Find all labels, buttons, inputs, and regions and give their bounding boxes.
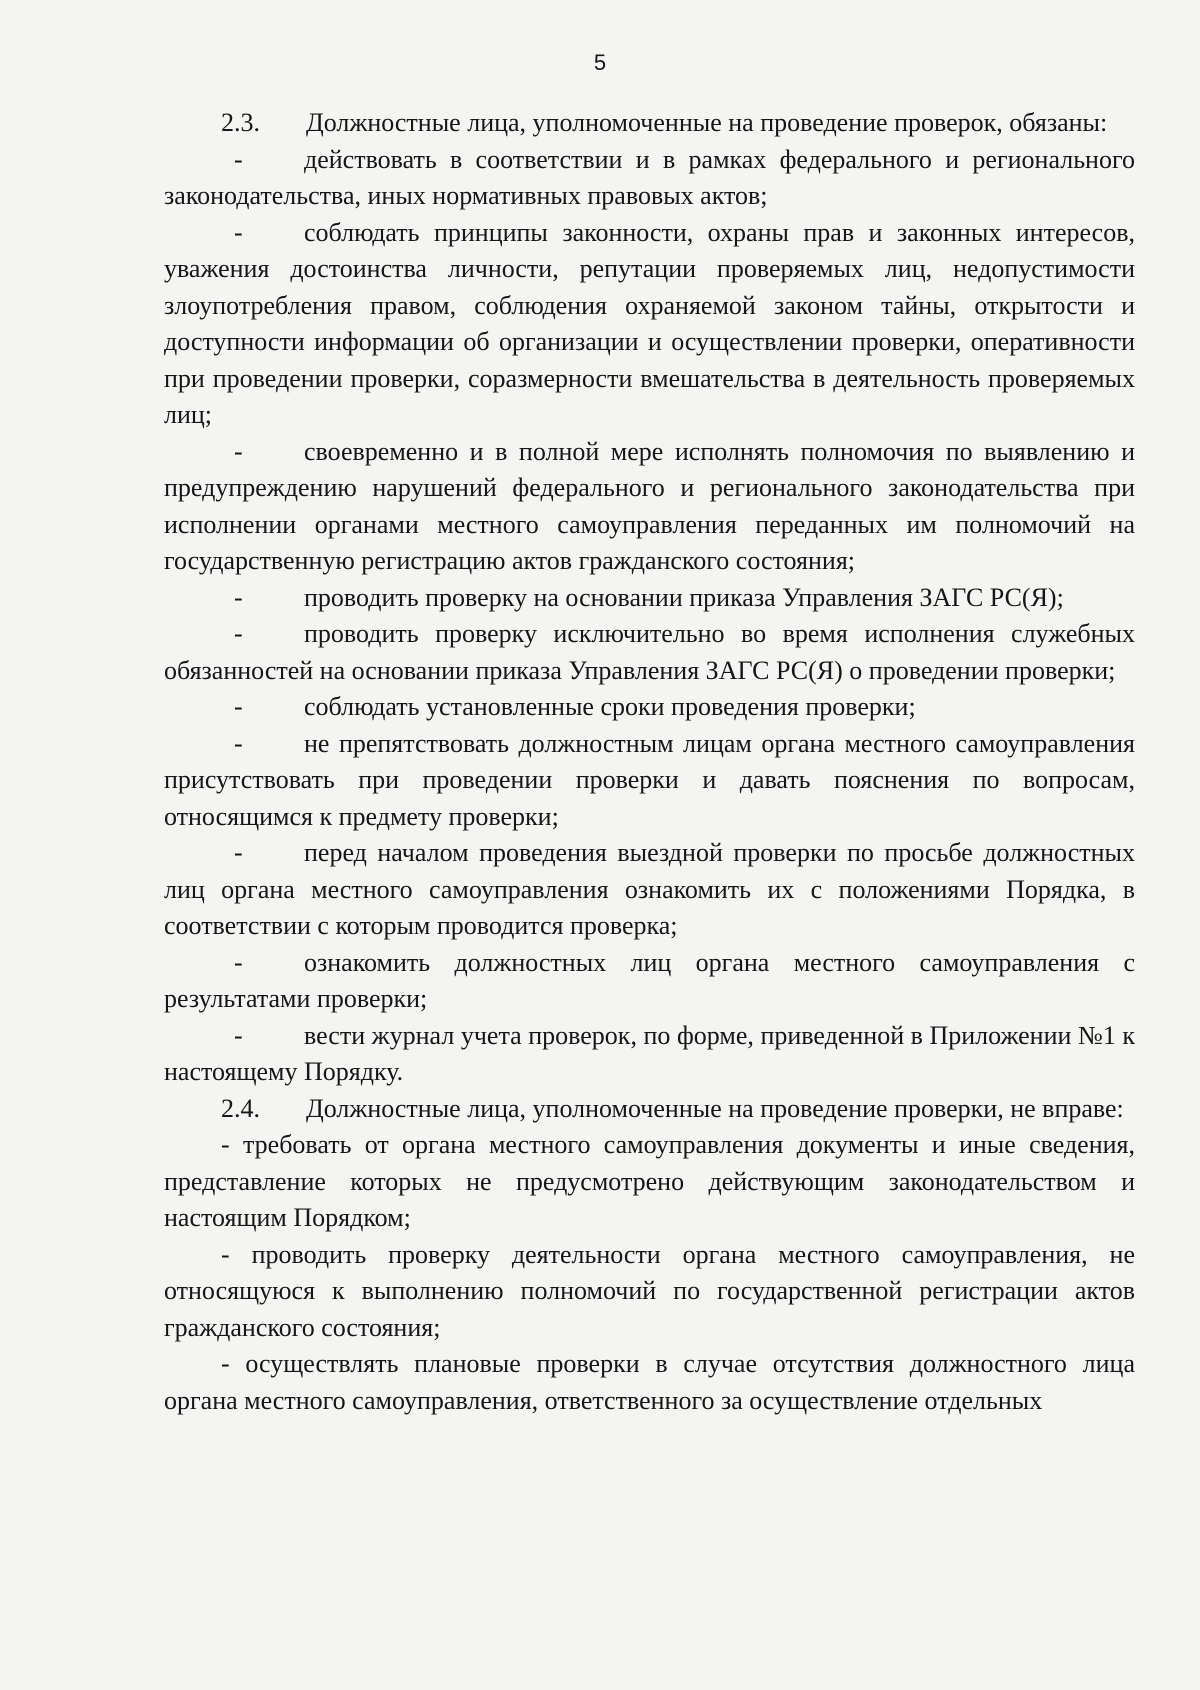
list-item: [164, 945, 1135, 1018]
list-item: [164, 689, 1135, 726]
paragraph-text: требовать от органа местного самоуправления документы и иные сведения, представление которых не предусмотрено действующим законодательством и настоящим Порядком;: [164, 1130, 1135, 1232]
list-dash: -: [221, 1130, 230, 1159]
paragraph-text: перед началом проведения выездной проверки по просьбе должностных лиц органа местного самоуправления ознакомить их с положениями Порядка, в соответствии с которым проводится проверка;: [164, 838, 1135, 940]
list-item: [164, 1237, 1135, 1347]
list-dash: -: [234, 728, 243, 758]
list-item: [164, 1346, 1135, 1419]
paragraph-text: соблюдать установленные сроки проведения проверки;: [304, 692, 916, 721]
list-dash: -: [234, 582, 243, 612]
paragraph-text: Должностные лица, уполномоченные на проведение проверок, обязаны:: [306, 108, 1108, 137]
paragraph-text: Должностные лица, уполномоченные на проведение проверки, не вправе:: [306, 1093, 1124, 1123]
list-dash: -: [234, 838, 243, 867]
list-dash: -: [234, 692, 243, 721]
list-dash: -: [221, 1239, 230, 1269]
list-item: [164, 1018, 1135, 1091]
list-dash: -: [234, 619, 243, 648]
list-item: [164, 1127, 1135, 1237]
list-item: [164, 215, 1135, 434]
list-item: [164, 726, 1135, 836]
list-item: [164, 835, 1135, 945]
list-dash: -: [234, 217, 243, 247]
list-item: [164, 142, 1135, 215]
paragraph-text: ознакомить должностных лиц органа местного самоуправления с результатами проверки;: [164, 947, 1135, 1013]
paragraph-text: осуществлять плановые проверки в случае отсутствия должностного лица органа местного самоуправления, ответственного за осуществление отдельных: [164, 1349, 1135, 1415]
document-body: [164, 105, 1135, 1419]
list-item: [164, 616, 1135, 689]
section-paragraph: [164, 1091, 1135, 1128]
list-dash: -: [234, 436, 243, 466]
paragraph-text: соблюдать принципы законности, охраны прав и законных интересов, уважения достоинства личности, репутации проверяемых лиц, недопустимости злоупотребления правом, соблюдения охраняемой законом тайны, открытости и доступности информации об организации и осуществлении проверки, оперативности при проведении проверки, соразмерности вмешательства в деятельность проверяемых лиц;: [164, 217, 1135, 429]
section-paragraph: [164, 105, 1135, 142]
section-number: 2.4.: [221, 1093, 260, 1123]
list-dash: -: [234, 947, 243, 977]
paragraph-text: проводить проверку деятельности органа местного самоуправления, не относящуюся к выполнению полномочий по государственной регистрации актов гражданского состояния;: [164, 1239, 1136, 1342]
list-item: [164, 434, 1135, 580]
list-dash: -: [234, 1020, 243, 1050]
paragraph-text: вести журнал учета проверок, по форме, приведенной в Приложении №1 к настоящему Порядку.: [164, 1020, 1135, 1086]
paragraph-text: не препятствовать должностным лицам органа местного самоуправления присутствовать при проведении проверки и давать пояснения по вопросам, относящимся к предмету проверки;: [164, 728, 1135, 831]
paragraph-text: проводить проверку исключительно во время исполнения служебных обязанностей на основании приказа Управления ЗАГС РС(Я) о проведении проверки;: [164, 619, 1135, 685]
list-item: [164, 580, 1135, 617]
section-number: 2.3.: [221, 108, 260, 137]
paragraph-text: действовать в соответствии и в рамках федерального и регионального законодательства, иных нормативных правовых актов;: [164, 144, 1135, 210]
list-dash: -: [234, 144, 243, 174]
list-dash: -: [221, 1349, 230, 1378]
paragraph-text: своевременно и в полной мере исполнять полномочия по выявлению и предупреждению нарушений федерального и регионального законодательства при исполнении органами местного самоуправления переданных им полномочий на государственную регистрацию актов гражданского состояния;: [164, 436, 1135, 575]
paragraph-text: проводить проверку на основании приказа Управления ЗАГС РС(Я);: [304, 582, 1064, 612]
page-number: 5: [593, 50, 607, 75]
